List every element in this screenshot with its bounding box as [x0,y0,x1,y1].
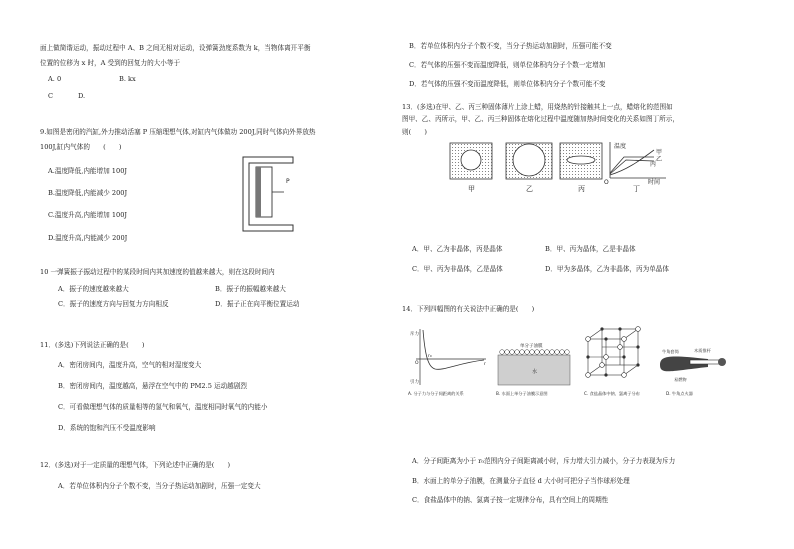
fig-c-salt-lattice [584,327,640,397]
curve-label-bing: 丙 [650,161,657,168]
fig-a-origin: O [415,361,419,366]
fig-a-ylabel-top: 斥力 [410,332,419,337]
melt-region-circle [461,150,481,170]
oil-molecule [525,350,530,355]
q14-stem: 14．下列四幅图的有关说法中正确的是( ) [402,305,535,313]
oil-molecule [550,350,555,355]
piston-label: P [286,178,290,185]
fig-d-label3: 易燃物 [674,377,687,382]
q9-option-d: D.温度升高,内能减少 200J [48,234,128,242]
q13-option-a: A．甲、乙为非晶体，丙是晶体 [412,245,503,253]
oil-molecule [520,350,525,355]
oil-molecule [530,350,535,355]
q12-stem: 12．(多选)对于一定质量的理想气体，下列论述中正确的是( ) [40,461,231,469]
oil-molecule [535,350,540,355]
wood-rod [690,360,720,364]
oil-molecule [555,350,560,355]
curve-label-jia: 甲 [656,149,663,156]
q11-option-a: A．密闭房间内，温度升高，空气的相对湿度变大 [58,361,202,369]
label-ding: 丁 [633,185,640,193]
oil-molecule [510,350,515,355]
q12-option-a: A．若单位体积内分子个数不变，当分子热运动加剧时，压强一定变大 [58,482,261,490]
fig-a-r: r [484,362,486,367]
q9-option-a: A.温度降低,内能增加 100J [48,167,128,175]
melt-region-ellipse [567,156,595,164]
q8-stem-line2: 位置的位移为 x 时，A 受到的回复力的大小等于 [40,59,181,67]
graph-ylabel: 温度 [614,143,627,150]
q8-option-b: B. kx [119,75,136,83]
graph-xlabel: 时间 [648,179,661,186]
q13-stem-line2: 图甲、乙、丙所示，甲、乙、丙三种固体在熔化过程中温度随加热时间变化的关系如图丁所示， [402,115,679,123]
q11-stem: 11．(多选)下列说法正确的是( ) [40,341,145,349]
fig-a-caption: A. 分子力与分子间距离的关系 [408,391,464,396]
q8-option-d: D. [78,92,86,100]
q9-stem-line2: 100J,缸内气体的 ( ) [40,143,122,151]
fig-a-ylabel-bottom: 引力 [410,380,419,385]
q10-option-b: B．振子的振幅越来越大 [215,285,286,293]
label-bing: 丙 [578,185,585,193]
label-yi: 乙 [526,185,533,193]
q12-option-d: D．若气体的压强不变而温度降低，则单位体积内分子个数可能不变 [409,80,606,88]
oil-molecule [560,350,565,355]
fig-d-label2: 木质推杆 [694,348,711,353]
curve-bing [610,150,657,175]
fig-c-caption: C. 食盐晶体中钠、氯离子分布 [584,391,640,396]
cylinder-diagram [238,155,298,235]
graph-origin: O [604,179,609,186]
oil-molecule [505,350,510,355]
q14-option-b: B．水面上的单分子油膜，在测量分子直径 d 大小时可把分子当作球形处理 [412,477,630,485]
fig-a-r0: r₀ [428,354,432,359]
wax-melting-figure [448,140,693,195]
q13-option-c: C．甲、丙为非晶体，乙是晶体 [412,265,503,273]
rod-knob [718,358,726,366]
q13-stem-line3: 则( ) [402,128,427,136]
oil-molecule [500,350,505,355]
oil-molecule [515,350,520,355]
fig-d-label1: 牛角套筒 [662,349,679,354]
fig-d-caption: D. 牛角点火器 [666,391,693,396]
fig-b-oil-film [496,342,570,397]
q10-stem: 10 一弹簧振子振动过程中的某段时间内其加速度的值越来越大，则在这段时间内 [40,268,275,276]
oil-molecule [565,350,570,355]
label-jia: 甲 [468,185,475,193]
q11-option-d: D．系统的饱和汽压不受温度影响 [58,424,156,432]
fig-b-caption: B. 水面上单分子油膜示意图 [496,391,548,396]
q10-option-a: A．振子的速度越来越大 [58,285,129,293]
q10-option-d: D．振子正在向平衡位置运动 [215,300,300,308]
oil-molecule [545,350,550,355]
q9-stem-line1: 9.如图是密闭的汽缸,外力推动活塞 P 压缩理想气体,对缸内气体做功 200J,同时气体向外界放热 [40,128,316,136]
q9-option-b: B.温度降低,内能减少 200J [48,189,128,197]
q10-option-c: C．振子的速度方向与回复力方向相反 [58,300,169,308]
piston-hatch [256,167,261,217]
fig-b-oil-label: 单分子油膜 [520,344,543,349]
q11-option-b: B．密闭房间内，温度越高，悬浮在空气中的 PM2.5 运动越剧烈 [58,382,247,390]
q8-stem-line1: 面上做简谐运动，振动过程中 A、B 之间无相对运动，设弹簧劲度系数为 k，当物体离开平衡 [40,44,311,52]
q9-option-c: C.温度升高,内能增加 100J [48,211,128,219]
q8-option-c: C [48,92,54,100]
q11-option-c: C．可看做理想气体的质量相等的氢气和氧气，温度相同时氧气的内能小 [58,403,268,411]
fig-a-force-graph [408,329,486,397]
q12-option-b: B．若单位体积内分子个数不变，当分子热运动加剧时，压强可能不变 [409,42,612,50]
q13-option-d: D．甲为多晶体，乙为非晶体，丙为单晶体 [545,265,669,273]
melt-region-circle-large [513,144,545,176]
four-figures [408,325,730,397]
q13-option-b: B．甲、丙为晶体，乙是非晶体 [545,245,636,253]
curve-label-yi: 乙 [656,156,663,163]
q13-stem-line1: 13．(多选)在甲、乙、丙三种固体薄片上涂上蜡，用烧热的针接触其上一点，蜡熔化的范围如 [402,103,673,111]
fig-d-fire-starter [660,347,726,397]
q14-option-c: C．食盐晶体中的钠、氯离子按一定规律分布，具有空间上的周期性 [412,496,609,504]
q14-option-a: A．分子间距离为小于 r₀范围内分子间距离减小时，斥力增大引力减小，分子力表现为斥力 [412,457,676,465]
fig-b-water-label: 水 [532,369,538,375]
curve-yi [610,160,657,174]
oil-molecule [540,350,545,355]
q8-option-a: A. 0 [48,75,62,83]
q12-option-c: C．若气体的压强不变而温度降低，则单位体积内分子个数一定增加 [409,61,606,69]
